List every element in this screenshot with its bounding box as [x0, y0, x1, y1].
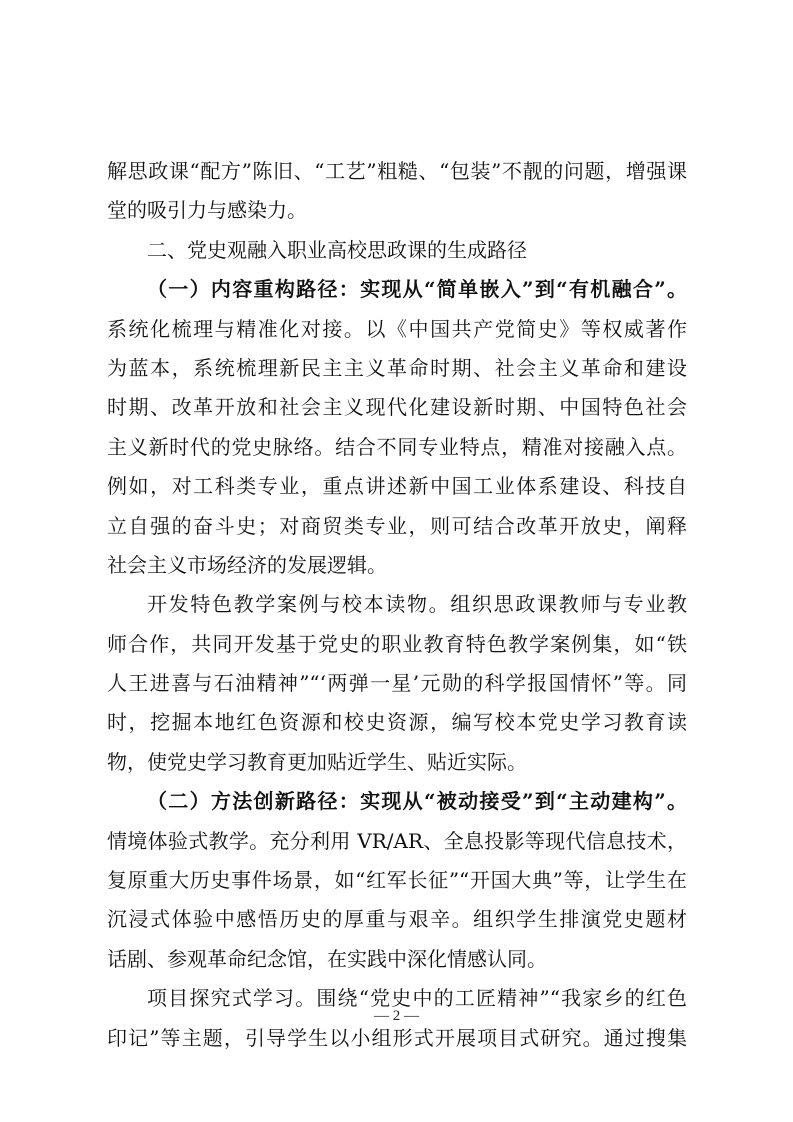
- text-line: 印记”等主题，引导学生以小组形式开展项目式研究。通过搜集: [107, 1025, 687, 1050]
- text-line: 堂的吸引力与感染力。: [107, 198, 307, 223]
- text-line: 例如，对工科类专业，重点讲述新中国工业体系建设、科技自: [107, 474, 687, 499]
- text-line: 物，使党史学习教育更加贴近学生、贴近实际。: [107, 749, 527, 774]
- text-line: 立自强的奋斗史；对商贸类专业，则可结合改革开放史，阐释: [107, 513, 687, 538]
- text-line: 话剧、参观革命纪念馆，在实践中深化情感认同。: [107, 946, 547, 971]
- section-heading: 二、党史观融入职业高校思政课的生成路径: [147, 237, 527, 262]
- paragraph-start-line: 开发特色教学案例与校本读物。组织思政课教师与专业教: [147, 592, 687, 617]
- text-line: 复原重大历史事件场景，如“红军长征”“开国大典”等，让学生在: [107, 868, 687, 893]
- subsection-heading: （一）内容重构路径：实现从“简单嵌入”到“有机融合”。: [147, 277, 687, 302]
- paragraph-start-line: 项目探究式学习。围绕“党史中的工匠精神”“我家乡的红色: [147, 986, 687, 1011]
- text-line: 解思政课“配方”陈旧、“工艺”粗糙、“包装”不靓的问题，增强课: [107, 159, 687, 183]
- text-line: 为蓝本，系统梳理新民主主义革命时期、社会主义革命和建设: [107, 355, 687, 380]
- subsection-heading: （二）方法创新路径：实现从“被动接受”到“主动建构”。: [147, 789, 687, 814]
- text-line: 社会主义市场经济的发展逻辑。: [107, 552, 387, 577]
- text-line: 系统化梳理与精准化对接。以《中国共产党简史》等权威著作: [107, 316, 687, 341]
- page-number: — 2 —: [374, 1008, 419, 1024]
- text-line: 时期、改革开放和社会主义现代化建设新时期、中国特色社会: [107, 395, 687, 420]
- text-line: 沉浸式体验中感悟历史的厚重与艰辛。组织学生排演党史题材: [107, 907, 687, 932]
- text-line: 人王进喜与石油精神”“‘两弹一星’元勋的科学报国情怀”等。同: [107, 671, 687, 696]
- text-line: 师合作，共同开发基于党史的职业教育特色教学案例集，如“铁: [107, 631, 687, 656]
- text-line: 情境体验式教学。充分利用 VR/AR、全息投影等现代信息技术，: [107, 828, 687, 853]
- text-line: 主义新时代的党史脉络。结合不同专业特点，精准对接融入点。: [107, 434, 687, 459]
- text-line: 时，挖掘本地红色资源和校史资源，编写校本党史学习教育读: [107, 710, 687, 735]
- document-body: [107, 152, 687, 1058]
